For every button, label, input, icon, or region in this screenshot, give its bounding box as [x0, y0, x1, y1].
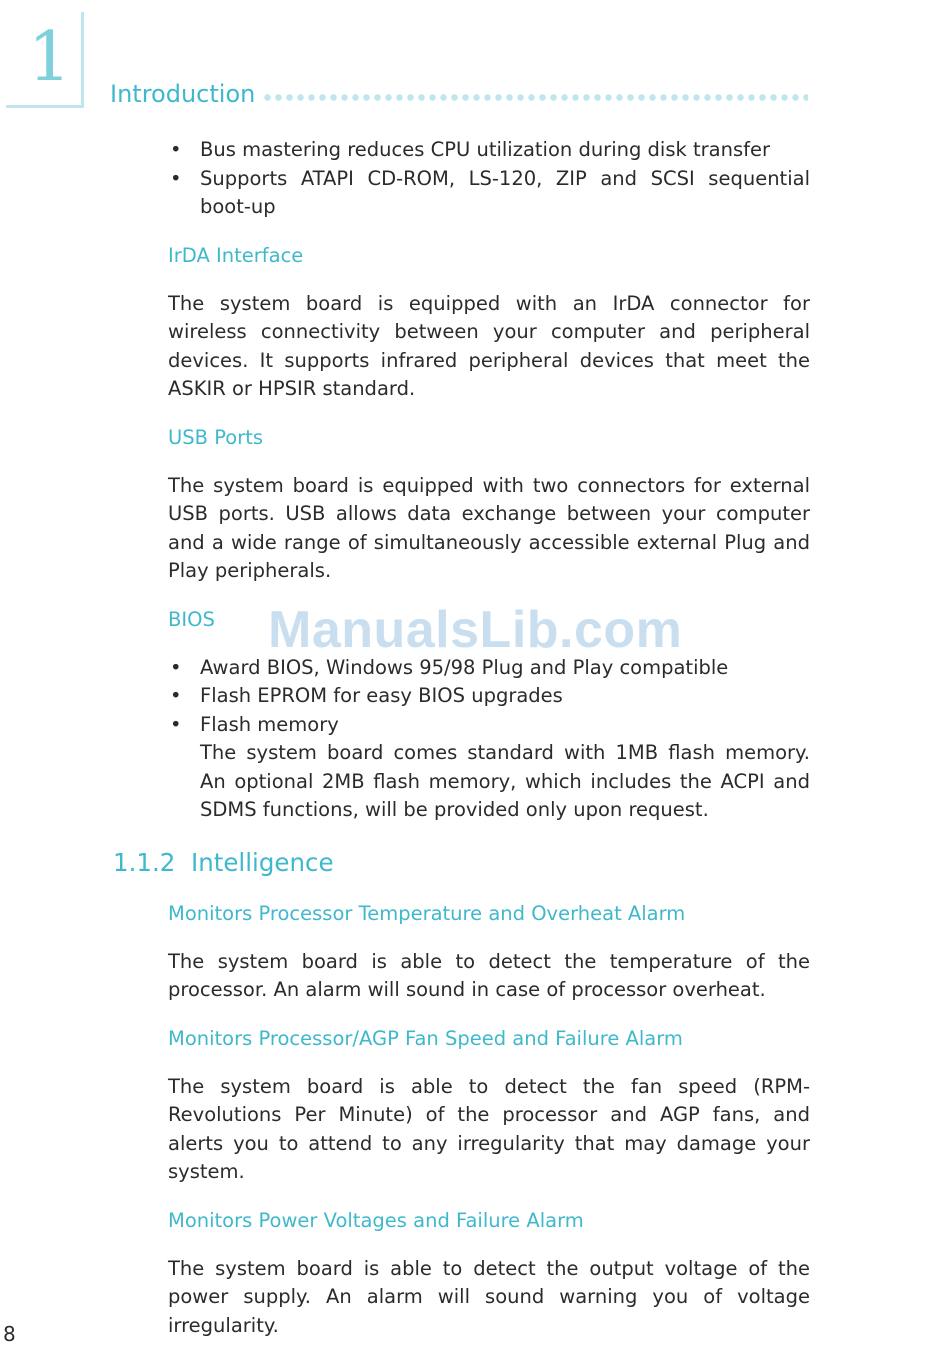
section-title: Intelligence — [191, 847, 334, 877]
temp-alarm-paragraph: The system board is able to detect the temperature of the processor. An alarm will sound in case of processor overheat. — [168, 949, 810, 1001]
voltage-alarm-heading: Monitors Power Voltages and Failure Alarm — [168, 1208, 584, 1232]
bios-heading: BIOS — [168, 607, 215, 631]
list-item: • Flash EPROM for easy BIOS upgrades — [168, 682, 810, 711]
usb-paragraph: The system board is equipped with two connectors for external USB ports. USB allows data exchange between your computer and a wide range of simultaneously accessible external Plug and Play peripherals. — [168, 473, 810, 582]
list-item: • Award BIOS, Windows 95/98 Plug and Play compatible — [168, 654, 810, 683]
irda-paragraph: The system board is equipped with an IrDA connector for wireless connectivity between your computer and peripheral devices. It supports infrared peripheral devices that meet the ASKIR or HPSIR standard. — [168, 291, 810, 400]
usb-heading: USB Ports — [168, 425, 264, 449]
temp-alarm-heading: Monitors Processor Temperature and Overheat Alarm — [168, 901, 686, 925]
list-item: • Bus mastering reduces CPU utilization during disk transfer — [168, 136, 810, 165]
header-dotted-rule — [262, 93, 808, 102]
section-number: 1.1.2 — [113, 847, 176, 877]
page-number: 8 — [3, 1322, 16, 1346]
section-heading — [113, 846, 810, 880]
list-item: • Supports ATAPI CD-ROM, LS-120, ZIP and SCSI sequential boot-up — [168, 165, 810, 222]
watermark: ManualsLib.com — [268, 601, 683, 659]
list-item: • Flash memory — [168, 711, 810, 740]
irda-heading: IrDA Interface — [168, 243, 304, 267]
voltage-alarm-paragraph: The system board is able to detect the output voltage of the power supply. An alarm will sound warning you of voltage irregularity. — [168, 1256, 810, 1337]
chapter-number: 1 — [28, 18, 72, 97]
intro-bullet-list — [168, 136, 810, 222]
chapter-title: Introduction — [110, 80, 256, 108]
fan-alarm-paragraph: The system board is able to detect the fan speed (RPM-Revolutions Per Minute) of the processor and AGP fans, and alerts you to attend to any irregularity that may damage your system. — [168, 1074, 810, 1183]
page-content — [113, 136, 810, 1340]
bios-bullet-list — [168, 654, 810, 740]
flash-memory-note: The system board comes standard with 1MB flash memory. An optional 2MB flash memory, which includes the ACPI and SDMS functions, will be provided only upon request. — [200, 741, 810, 821]
fan-alarm-heading: Monitors Processor/AGP Fan Speed and Failure Alarm — [168, 1026, 683, 1050]
